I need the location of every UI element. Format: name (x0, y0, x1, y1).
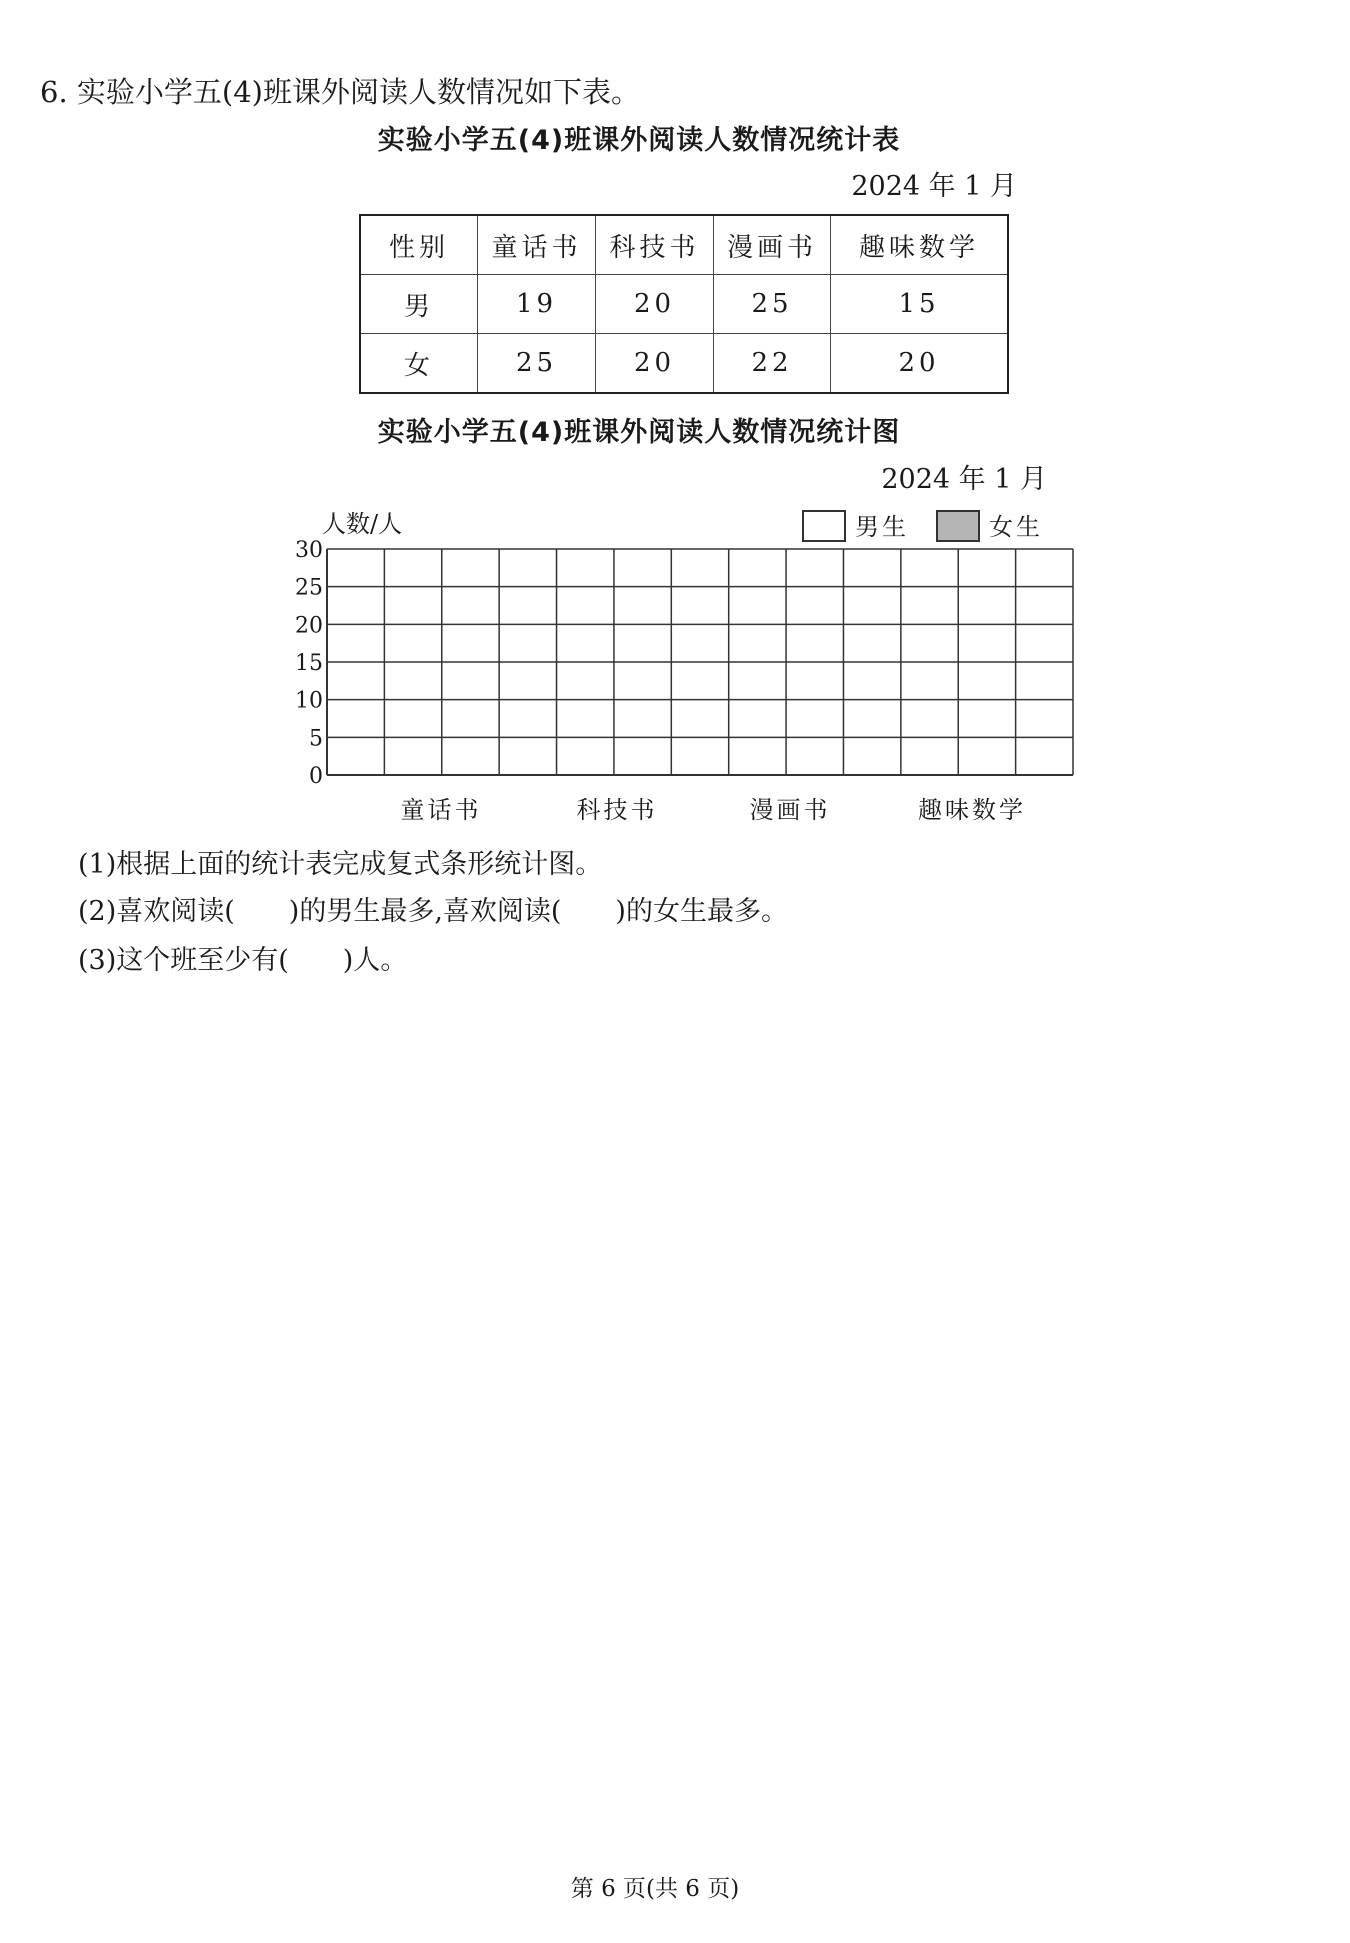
table-header-cell: 漫画书 (714, 215, 831, 275)
table-cell: 25 (478, 334, 596, 394)
y-tick-label: 25 (295, 575, 323, 601)
table-header-cell: 童话书 (478, 215, 596, 275)
legend-swatch (803, 511, 845, 541)
table-cell: 15 (831, 275, 1009, 334)
table-cell: 22 (714, 334, 831, 394)
page-footer: 第 6 页(共 6 页) (570, 1876, 740, 1902)
table-cell: 20 (596, 334, 714, 394)
y-tick-label: 15 (295, 651, 323, 676)
table-title: 实验小学五(4)班课外阅读人数情况统计表 (377, 125, 901, 156)
table-cell: 19 (478, 275, 596, 334)
y-tick-label: 20 (295, 613, 323, 639)
y-tick-label: 30 (295, 538, 323, 563)
chart-title: 实验小学五(4)班课外阅读人数情况统计图 (377, 417, 901, 448)
question-2: (2)喜欢阅读( )的男生最多,喜欢阅读( )的女生最多。 (78, 896, 788, 927)
table-header-cell: 性别 (360, 215, 478, 275)
table-header-cell: 趣味数学 (831, 215, 1009, 275)
y-tick-label: 10 (295, 688, 323, 714)
question-heading: 6. 实验小学五(4)班课外阅读人数情况如下表。 (40, 75, 640, 109)
table-header-cell: 科技书 (596, 215, 714, 275)
table-cell: 25 (714, 275, 831, 334)
table-cell: 20 (596, 275, 714, 334)
legend-label: 男生 (855, 513, 909, 541)
bar-chart-grid (0, 0, 1350, 830)
chart-date: 2024 年 1 月 (881, 464, 1047, 495)
question-3: (3)这个班至少有( )人。 (78, 945, 408, 976)
legend-label: 女生 (989, 513, 1043, 541)
category-label: 趣味数学 (918, 796, 1026, 824)
category-label: 童话书 (400, 796, 482, 824)
y-axis-label: 人数/人 (322, 510, 403, 538)
legend-swatch (937, 511, 979, 541)
table-date: 2024 年 1 月 (851, 171, 1017, 202)
category-label: 科技书 (576, 796, 658, 824)
y-tick-label: 0 (309, 764, 323, 789)
question-1: (1)根据上面的统计表完成复式条形统计图。 (78, 849, 603, 880)
table-cell: 男 (360, 275, 478, 334)
table-cell: 女 (360, 334, 478, 394)
table-cell: 20 (831, 334, 1009, 394)
y-tick-label: 5 (309, 726, 323, 752)
category-label: 漫画书 (749, 796, 831, 824)
